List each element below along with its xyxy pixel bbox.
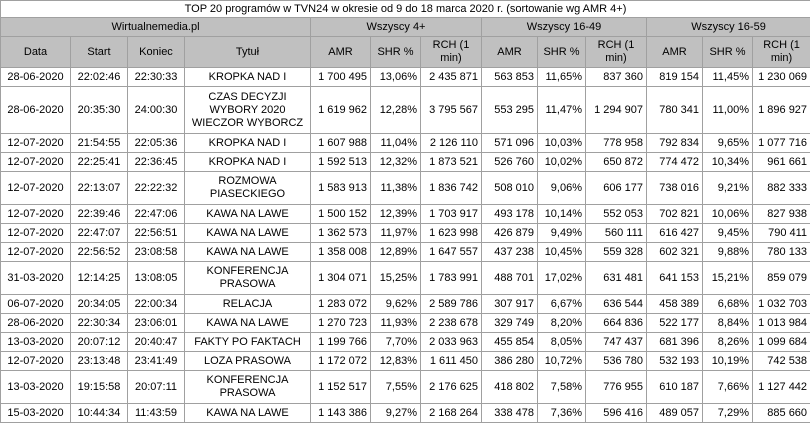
cell-c-amr: 522 177 (647, 314, 703, 333)
col-header-rch: RCH (1 min) (753, 37, 810, 68)
cell-c-rch: 742 538 (753, 352, 810, 371)
cell-c-shr: 11,00% (703, 87, 753, 134)
col-header-shr: SHR % (538, 37, 586, 68)
cell-c-rch: 885 660 (753, 404, 810, 423)
cell-c-amr: 532 193 (647, 352, 703, 371)
col-header-title: Tytuł (185, 37, 311, 68)
cell-start: 22:30:34 (71, 314, 128, 333)
cell-b-shr: 10,14% (538, 205, 586, 224)
cell-a-rch: 3 795 567 (421, 87, 482, 134)
cell-a-shr: 9,62% (371, 295, 421, 314)
cell-title: KAWA NA LAWE (185, 205, 311, 224)
cell-c-rch: 961 661 (753, 153, 810, 172)
cell-a-rch: 1 623 998 (421, 224, 482, 243)
cell-title: CZAS DECYZJI WYBORY 2020 WIECZOR WYBORCZ (185, 87, 311, 134)
cell-date: 13-03-2020 (1, 371, 71, 404)
cell-date: 12-07-2020 (1, 224, 71, 243)
cell-b-amr: 437 238 (482, 243, 538, 262)
cell-b-amr: 329 749 (482, 314, 538, 333)
cell-start: 10:44:34 (71, 404, 128, 423)
cell-c-amr: 616 427 (647, 224, 703, 243)
cell-b-amr: 418 802 (482, 371, 538, 404)
cell-b-rch: 636 544 (586, 295, 647, 314)
cell-b-shr: 10,72% (538, 352, 586, 371)
cell-a-amr: 1 152 517 (311, 371, 371, 404)
cell-a-shr: 12,28% (371, 87, 421, 134)
cell-c-shr: 8,26% (703, 333, 753, 352)
cell-c-rch: 1 077 716 (753, 134, 810, 153)
cell-c-amr: 610 187 (647, 371, 703, 404)
cell-start: 21:54:55 (71, 134, 128, 153)
cell-title: KAWA NA LAWE (185, 404, 311, 423)
cell-a-amr: 1 358 008 (311, 243, 371, 262)
cell-title: KAWA NA LAWE (185, 314, 311, 333)
cell-c-shr: 10,34% (703, 153, 753, 172)
cell-date: 12-07-2020 (1, 352, 71, 371)
cell-start: 20:35:30 (71, 87, 128, 134)
cell-a-shr: 11,04% (371, 134, 421, 153)
cell-b-shr: 8,20% (538, 314, 586, 333)
cell-a-rch: 1 873 521 (421, 153, 482, 172)
table-row (1, 68, 810, 87)
cell-end: 23:08:58 (128, 243, 185, 262)
source-label: Wirtualnemedia.pl (1, 18, 311, 37)
cell-b-shr: 11,47% (538, 87, 586, 134)
cell-c-rch: 1 099 684 (753, 333, 810, 352)
cell-c-rch: 827 938 (753, 205, 810, 224)
cell-c-shr: 10,19% (703, 352, 753, 371)
cell-c-rch: 882 333 (753, 172, 810, 205)
cell-c-rch: 780 133 (753, 243, 810, 262)
group-header-16-49: Wszyscy 16-49 (482, 18, 647, 37)
cell-c-amr: 819 154 (647, 68, 703, 87)
cell-end: 13:08:05 (128, 262, 185, 295)
cell-end: 22:36:45 (128, 153, 185, 172)
col-header-amr: AMR (647, 37, 703, 68)
cell-start: 20:07:12 (71, 333, 128, 352)
cell-a-rch: 1 611 450 (421, 352, 482, 371)
cell-c-shr: 6,68% (703, 295, 753, 314)
cell-start: 22:25:41 (71, 153, 128, 172)
cell-b-amr: 563 853 (482, 68, 538, 87)
cell-c-rch: 1 013 984 (753, 314, 810, 333)
cell-title: KAWA NA LAWE (185, 243, 311, 262)
cell-start: 19:15:58 (71, 371, 128, 404)
cell-b-rch: 776 955 (586, 371, 647, 404)
cell-b-rch: 552 053 (586, 205, 647, 224)
cell-a-shr: 12,89% (371, 243, 421, 262)
cell-b-amr: 508 010 (482, 172, 538, 205)
cell-start: 22:02:46 (71, 68, 128, 87)
cell-a-rch: 1 836 742 (421, 172, 482, 205)
cell-title: KONFERENCJA PRASOWA (185, 371, 311, 404)
cell-a-rch: 1 783 991 (421, 262, 482, 295)
cell-end: 23:41:49 (128, 352, 185, 371)
cell-b-rch: 560 111 (586, 224, 647, 243)
cell-c-rch: 1 127 442 (753, 371, 810, 404)
table-row (1, 87, 810, 134)
cell-a-amr: 1 143 386 (311, 404, 371, 423)
cell-a-amr: 1 270 723 (311, 314, 371, 333)
cell-c-shr: 9,45% (703, 224, 753, 243)
cell-a-shr: 9,27% (371, 404, 421, 423)
cell-end: 20:07:11 (128, 371, 185, 404)
cell-c-rch: 790 411 (753, 224, 810, 243)
cell-a-amr: 1 172 072 (311, 352, 371, 371)
cell-date: 31-03-2020 (1, 262, 71, 295)
cell-b-shr: 10,45% (538, 243, 586, 262)
cell-b-rch: 650 872 (586, 153, 647, 172)
cell-a-amr: 1 619 962 (311, 87, 371, 134)
cell-b-shr: 7,36% (538, 404, 586, 423)
cell-title: KAWA NA LAWE (185, 224, 311, 243)
cell-title: KONFERENCJA PRASOWA (185, 262, 311, 295)
cell-c-shr: 7,66% (703, 371, 753, 404)
cell-b-amr: 455 854 (482, 333, 538, 352)
cell-title: LOZA PRASOWA (185, 352, 311, 371)
cell-date: 12-07-2020 (1, 153, 71, 172)
cell-a-shr: 13,06% (371, 68, 421, 87)
cell-a-rch: 2 435 871 (421, 68, 482, 87)
cell-c-rch: 1 032 703 (753, 295, 810, 314)
cell-title: ROZMOWA PIASECKIEGO (185, 172, 311, 205)
cell-a-amr: 1 304 071 (311, 262, 371, 295)
cell-a-amr: 1 500 152 (311, 205, 371, 224)
cell-b-shr: 8,05% (538, 333, 586, 352)
cell-title: KROPKA NAD I (185, 68, 311, 87)
cell-a-amr: 1 607 988 (311, 134, 371, 153)
cell-a-amr: 1 199 766 (311, 333, 371, 352)
cell-c-rch: 859 079 (753, 262, 810, 295)
cell-a-shr: 7,70% (371, 333, 421, 352)
table-title: TOP 20 programów w TVN24 w okresie od 9 do 18 marca 2020 r. (sortowanie wg AMR 4+) (1, 1, 810, 18)
group-header-16-59: Wszyscy 16-59 (647, 18, 810, 37)
cell-date: 28-06-2020 (1, 87, 71, 134)
cell-a-shr: 11,97% (371, 224, 421, 243)
cell-a-shr: 12,39% (371, 205, 421, 224)
cell-c-amr: 738 016 (647, 172, 703, 205)
cell-b-amr: 526 760 (482, 153, 538, 172)
table-row (1, 371, 810, 404)
cell-start: 20:34:05 (71, 295, 128, 314)
cell-c-amr: 780 341 (647, 87, 703, 134)
cell-a-shr: 15,25% (371, 262, 421, 295)
cell-date: 15-03-2020 (1, 404, 71, 423)
cell-b-rch: 606 177 (586, 172, 647, 205)
table-row (1, 134, 810, 153)
table-row (1, 224, 810, 243)
cell-end: 22:30:33 (128, 68, 185, 87)
cell-c-shr: 11,45% (703, 68, 753, 87)
cell-c-shr: 9,65% (703, 134, 753, 153)
col-header-end: Koniec (128, 37, 185, 68)
cell-b-shr: 7,58% (538, 371, 586, 404)
table-row (1, 262, 810, 295)
cell-c-shr: 10,06% (703, 205, 753, 224)
table-row (1, 314, 810, 333)
col-header-shr: SHR % (703, 37, 753, 68)
cell-c-shr: 9,21% (703, 172, 753, 205)
col-header-date: Data (1, 37, 71, 68)
cell-start: 22:39:46 (71, 205, 128, 224)
cell-start: 23:13:48 (71, 352, 128, 371)
cell-c-amr: 602 321 (647, 243, 703, 262)
cell-a-amr: 1 362 573 (311, 224, 371, 243)
table-row (1, 172, 810, 205)
col-header-amr: AMR (482, 37, 538, 68)
cell-b-rch: 664 836 (586, 314, 647, 333)
col-header-amr: AMR (311, 37, 371, 68)
cell-date: 28-06-2020 (1, 314, 71, 333)
cell-date: 13-03-2020 (1, 333, 71, 352)
cell-b-amr: 386 280 (482, 352, 538, 371)
cell-a-shr: 12,83% (371, 352, 421, 371)
cell-b-shr: 9,06% (538, 172, 586, 205)
cell-b-amr: 571 096 (482, 134, 538, 153)
cell-end: 22:05:36 (128, 134, 185, 153)
group-header-4plus: Wszyscy 4+ (311, 18, 482, 37)
cell-b-shr: 10,03% (538, 134, 586, 153)
cell-title: FAKTY PO FAKTACH (185, 333, 311, 352)
cell-c-shr: 7,29% (703, 404, 753, 423)
cell-a-shr: 12,32% (371, 153, 421, 172)
table-row (1, 243, 810, 262)
cell-c-shr: 15,21% (703, 262, 753, 295)
cell-a-shr: 7,55% (371, 371, 421, 404)
cell-b-rch: 747 437 (586, 333, 647, 352)
cell-start: 12:14:25 (71, 262, 128, 295)
cell-b-shr: 6,67% (538, 295, 586, 314)
col-header-rch: RCH (1 min) (586, 37, 647, 68)
cell-end: 22:00:34 (128, 295, 185, 314)
cell-a-rch: 1 647 557 (421, 243, 482, 262)
cell-date: 06-07-2020 (1, 295, 71, 314)
cell-a-rch: 2 238 678 (421, 314, 482, 333)
cell-b-amr: 426 879 (482, 224, 538, 243)
cell-date: 12-07-2020 (1, 205, 71, 224)
col-header-rch: RCH (1 min) (421, 37, 482, 68)
cell-date: 12-07-2020 (1, 134, 71, 153)
cell-c-rch: 1 896 927 (753, 87, 810, 134)
cell-title: KROPKA NAD I (185, 153, 311, 172)
cell-b-amr: 338 478 (482, 404, 538, 423)
cell-c-amr: 774 472 (647, 153, 703, 172)
cell-c-rch: 1 230 069 (753, 68, 810, 87)
col-header-shr: SHR % (371, 37, 421, 68)
cell-b-rch: 631 481 (586, 262, 647, 295)
cell-b-shr: 10,02% (538, 153, 586, 172)
cell-end: 22:47:06 (128, 205, 185, 224)
cell-b-shr: 11,65% (538, 68, 586, 87)
cell-a-shr: 11,38% (371, 172, 421, 205)
cell-b-shr: 17,02% (538, 262, 586, 295)
cell-a-rch: 2 589 786 (421, 295, 482, 314)
cell-b-shr: 9,49% (538, 224, 586, 243)
cell-end: 23:06:01 (128, 314, 185, 333)
cell-date: 12-07-2020 (1, 243, 71, 262)
table-row (1, 352, 810, 371)
cell-c-shr: 8,84% (703, 314, 753, 333)
table-row (1, 205, 810, 224)
cell-c-amr: 681 396 (647, 333, 703, 352)
cell-a-amr: 1 700 495 (311, 68, 371, 87)
cell-b-rch: 778 958 (586, 134, 647, 153)
cell-b-rch: 837 360 (586, 68, 647, 87)
cell-a-amr: 1 283 072 (311, 295, 371, 314)
cell-end: 24:00:30 (128, 87, 185, 134)
cell-b-rch: 536 780 (586, 352, 647, 371)
cell-b-rch: 596 416 (586, 404, 647, 423)
cell-end: 22:22:32 (128, 172, 185, 205)
cell-c-amr: 702 821 (647, 205, 703, 224)
cell-end: 11:43:59 (128, 404, 185, 423)
cell-start: 22:56:52 (71, 243, 128, 262)
cell-a-shr: 11,93% (371, 314, 421, 333)
cell-date: 28-06-2020 (1, 68, 71, 87)
cell-c-amr: 641 153 (647, 262, 703, 295)
cell-b-amr: 488 701 (482, 262, 538, 295)
cell-c-amr: 792 834 (647, 134, 703, 153)
cell-start: 22:47:07 (71, 224, 128, 243)
cell-b-rch: 1 294 907 (586, 87, 647, 134)
cell-title: RELACJA (185, 295, 311, 314)
cell-a-rch: 2 168 264 (421, 404, 482, 423)
cell-b-amr: 307 917 (482, 295, 538, 314)
cell-a-rch: 2 033 963 (421, 333, 482, 352)
cell-start: 22:13:07 (71, 172, 128, 205)
cell-c-amr: 489 057 (647, 404, 703, 423)
table-row (1, 153, 810, 172)
table-row (1, 333, 810, 352)
cell-b-rch: 559 328 (586, 243, 647, 262)
cell-end: 22:56:51 (128, 224, 185, 243)
col-header-start: Start (71, 37, 128, 68)
table-row (1, 404, 810, 423)
cell-c-amr: 458 389 (647, 295, 703, 314)
cell-a-amr: 1 592 513 (311, 153, 371, 172)
cell-b-amr: 553 295 (482, 87, 538, 134)
table-row (1, 295, 810, 314)
cell-date: 12-07-2020 (1, 172, 71, 205)
cell-c-shr: 9,88% (703, 243, 753, 262)
cell-b-amr: 493 178 (482, 205, 538, 224)
cell-a-amr: 1 583 913 (311, 172, 371, 205)
cell-a-rch: 2 126 110 (421, 134, 482, 153)
cell-a-rch: 2 176 625 (421, 371, 482, 404)
cell-end: 20:40:47 (128, 333, 185, 352)
cell-a-rch: 1 703 917 (421, 205, 482, 224)
cell-title: KROPKA NAD I (185, 134, 311, 153)
